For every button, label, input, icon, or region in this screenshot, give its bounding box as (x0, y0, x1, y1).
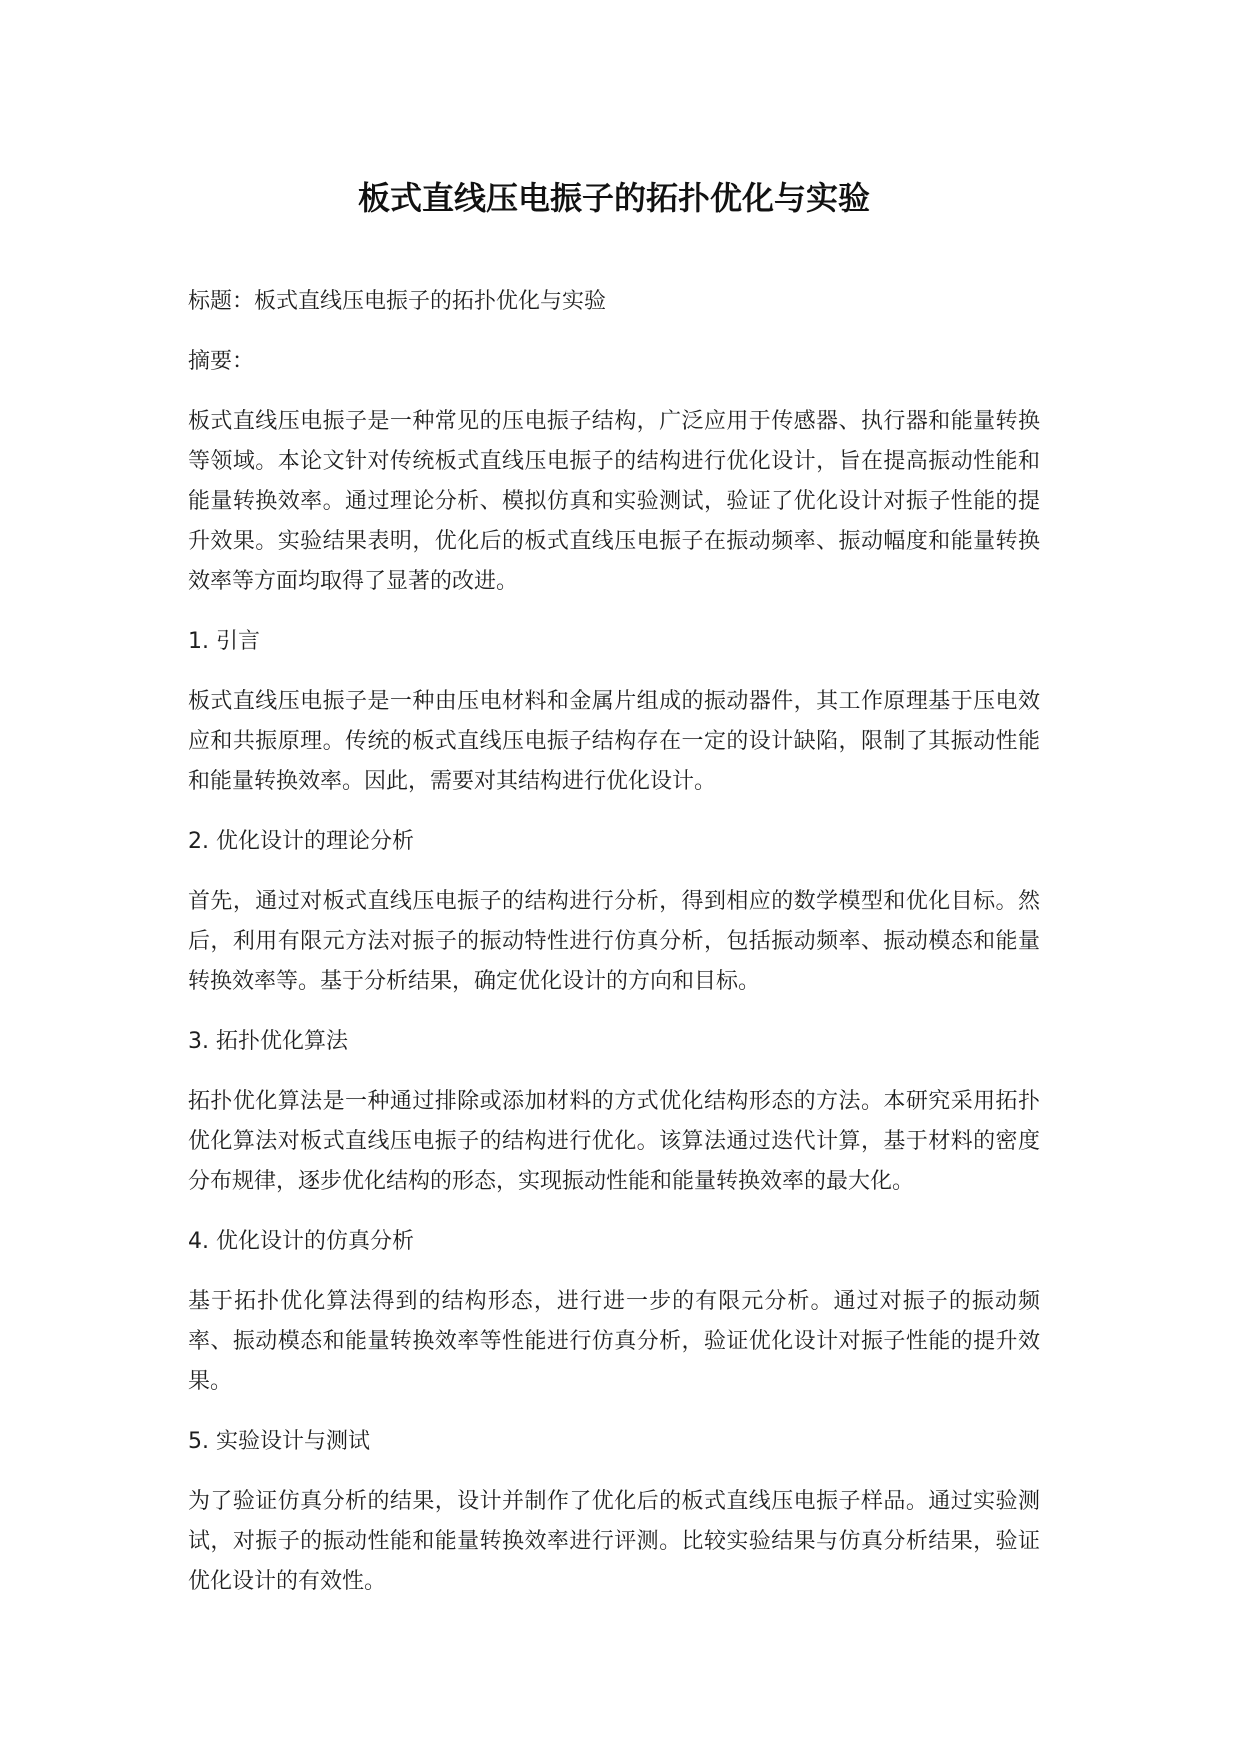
section-heading: 2. 优化设计的理论分析 (188, 829, 414, 854)
section-paragraph: 基于拓扑优化算法得到的结构形态，进行进一步的有限元分析。通过对振子的振动频率、振动模态和能量转换效率等性能进行仿真分析，验证优化设计对振子性能的提升效果。 (188, 1289, 1040, 1394)
subject-line: 标题：板式直线压电振子的拓扑优化与实验 (188, 289, 607, 314)
abstract-label: 摘要： (188, 349, 255, 374)
abstract-paragraph: 板式直线压电振子是一种常见的压电振子结构，广泛应用于传感器、执行器和能量转换等领域。本论文针对传统板式直线压电振子的结构进行优化设计，旨在提高振动性能和能量转换效率。通过理论分析、模拟仿真和实验测试，验证了优化设计对振子性能的提升效果。实验结果表明，优化后的板式直线压电振子在振动频率、振动幅度和能量转换效率等方面均取得了显著的改进。 (188, 409, 1040, 594)
section-heading: 4. 优化设计的仿真分析 (188, 1229, 414, 1254)
section-heading: 1. 引言 (188, 629, 260, 654)
section-paragraph: 首先，通过对板式直线压电振子的结构进行分析，得到相应的数学模型和优化目标。然后，利用有限元方法对振子的振动特性进行仿真分析，包括振动频率、振动模态和能量转换效率等。基于分析结果，确定优化设计的方向和目标。 (188, 889, 1040, 994)
section-paragraph: 拓扑优化算法是一种通过排除或添加材料的方式优化结构形态的方法。本研究采用拓扑优化算法对板式直线压电振子的结构进行优化。该算法通过迭代计算，基于材料的密度分布规律，逐步优化结构的形态，实现振动性能和能量转换效率的最大化。 (188, 1089, 1040, 1194)
section-paragraph: 板式直线压电振子是一种由压电材料和金属片组成的振动器件，其工作原理基于压电效应和共振原理。传统的板式直线压电振子结构存在一定的设计缺陷，限制了其振动性能和能量转换效率。因此，需要对其结构进行优化设计。 (188, 689, 1040, 794)
section-heading: 5. 实验设计与测试 (188, 1429, 370, 1454)
section-heading: 3. 拓扑优化算法 (188, 1029, 348, 1054)
document-page (188, 0, 1040, 1754)
section-paragraph: 为了验证仿真分析的结果，设计并制作了优化后的板式直线压电振子样品。通过实验测试，对振子的振动性能和能量转换效率进行评测。比较实验结果与仿真分析结果，验证优化设计的有效性。 (188, 1489, 1040, 1594)
document-title: 板式直线压电振子的拓扑优化与实验 (357, 179, 870, 217)
document-body (188, 282, 1040, 1622)
